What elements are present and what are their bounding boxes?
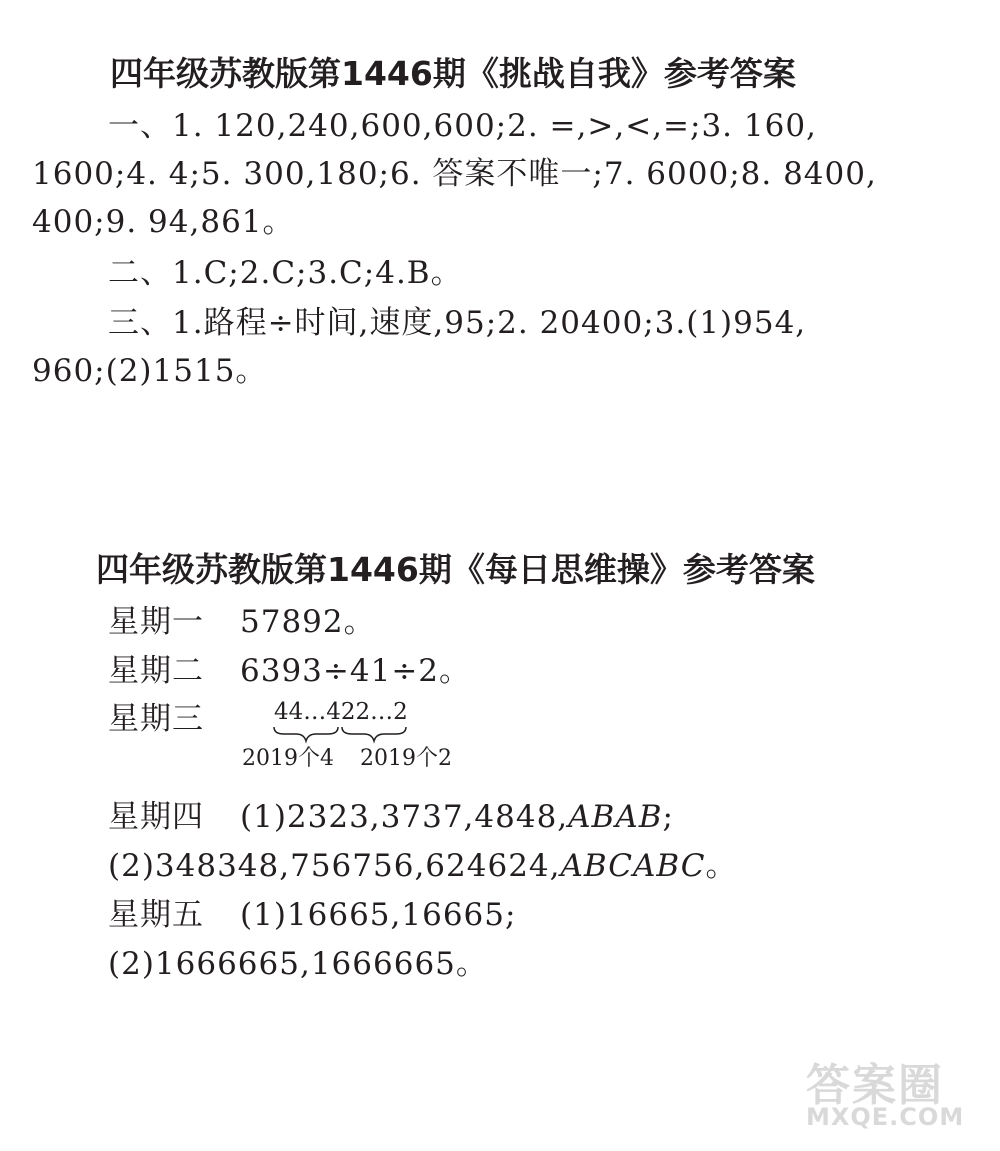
friday-row-1 [108,889,516,934]
tuesday-row [108,645,471,690]
thursday-answer-2: (2)348348,756756,624624, [108,848,561,884]
section1-line-3: 400;9. 94,861。 [32,204,295,240]
wednesday-answer [240,695,480,775]
monday-row [108,596,376,641]
section1-line-5: 三、1.路程÷时间,速度,95;2. 20400;3.(1)954, [108,305,807,341]
section1-line-2: 1600;4. 4;5. 300,180;6. 答案不唯一;7. 6000;8. 8400, [32,156,877,192]
wednesday-label-2: 2019个2 [360,746,452,771]
section1-line-6: 960;(2)1515。 [32,353,268,389]
thursday-pattern-2: ABCABC [560,848,706,884]
tuesday-answer: 6393÷41÷2。 [240,653,472,689]
section1-title: 四年级苏教版第1446期《挑战自我》参考答案 [110,54,796,93]
section2-title: 四年级苏教版第1446期《每日思维操》参考答案 [96,550,815,589]
monday-label: 星期一 [108,604,204,640]
thursday-row-1 [108,791,674,836]
watermark-logo [806,1049,976,1139]
thursday-pattern-1: ABAB [568,799,663,835]
tuesday-label: 星期二 [108,653,204,689]
friday-label: 星期五 [108,897,204,933]
friday-row-2: (2)1666665,1666665。 [108,946,488,982]
wednesday-row [108,693,240,738]
thursday-label: 星期四 [108,799,204,835]
thursday-end-2: 。 [705,848,738,884]
section1-line-4: 二、1.C;2.C;3.C;4.B。 [108,255,463,291]
thursday-end-1: ; [662,799,674,835]
monday-answer: 57892。 [240,604,376,640]
watermark-url: MXQE.COM [806,1103,965,1131]
wednesday-digits: 44…422…2 [274,699,408,725]
wednesday-label: 星期三 [108,701,204,737]
section1-line-1: 一、1. 120,240,600,600;2. =,>,<,=;3. 160, [108,108,817,144]
watermark-text: 答案圈 [806,1060,944,1111]
friday-answer-1: (1)16665,16665; [240,897,517,933]
wednesday-label-4: 2019个4 [242,746,334,771]
thursday-answer-1: (1)2323,3737,4848, [240,799,569,835]
thursday-row-2 [108,840,737,885]
